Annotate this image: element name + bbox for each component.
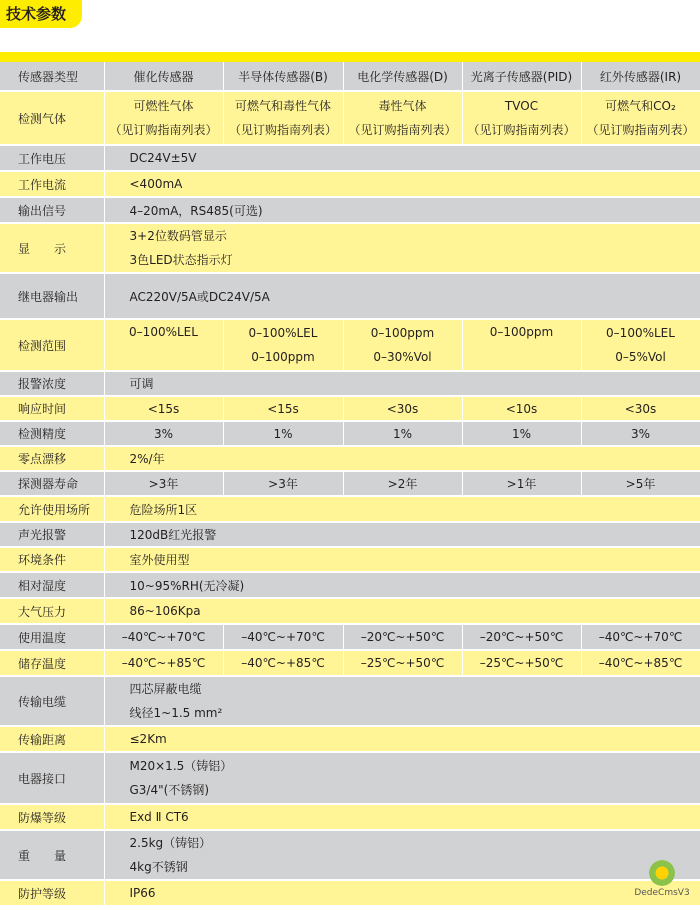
table-cell: 0–100ppm 0–30%Vol [343, 319, 462, 371]
header-cell: 半导体传感器(B) [223, 62, 343, 91]
table-cell: 120dB红光报警 [104, 522, 700, 547]
row-label: 防护等级 [0, 880, 104, 906]
table-cell: 2%/年 [104, 446, 700, 471]
row-label: 储存温度 [0, 650, 104, 676]
row-voltage [0, 145, 700, 171]
row-accuracy [0, 421, 700, 446]
row-label: 零点漂移 [0, 446, 104, 471]
row-output [0, 197, 700, 223]
table-cell: 2.5kg（铸铝） 4kg不锈钢 [104, 830, 700, 880]
table-cell: 0–100%LEL 0–5%Vol [581, 319, 700, 371]
table-cell: 3+2位数码管显示 3色LED状态指示灯 [104, 223, 700, 273]
table-cell: –20℃~+50℃ [462, 624, 581, 650]
table-cell: >5年 [581, 471, 700, 496]
table-cell: 室外使用型 [104, 547, 700, 572]
table-cell: 四芯屏蔽电缆 线径1~1.5 mm² [104, 676, 700, 726]
row-current [0, 171, 700, 197]
table-cell: >3年 [223, 471, 343, 496]
row-label: 检测精度 [0, 421, 104, 446]
table-cell: <15s [223, 396, 343, 421]
table-cell: –40℃~+85℃ [223, 650, 343, 676]
row-gas [0, 91, 700, 145]
watermark-text: DedeCmsV3 [634, 888, 690, 898]
table-cell: 0–100ppm [462, 319, 581, 371]
table-cell: –25℃~+50℃ [462, 650, 581, 676]
table-cell: –40℃~+85℃ [104, 650, 223, 676]
row-label: 检测气体 [0, 91, 104, 145]
table-cell: AC220V/5A或DC24V/5A [104, 273, 700, 319]
row-label: 继电器输出 [0, 273, 104, 319]
table-cell: 0–100%LEL 0–100ppm [223, 319, 343, 371]
table-cell: DC24V±5V [104, 145, 700, 171]
watermark-logo [632, 858, 692, 904]
table-cell: 可调 [104, 371, 700, 396]
table-cell: –40℃~+70℃ [223, 624, 343, 650]
row-label: 防爆等级 [0, 804, 104, 830]
table-cell: 1% [223, 421, 343, 446]
row-distance [0, 726, 700, 752]
table-cell: –25℃~+50℃ [343, 650, 462, 676]
table-cell: <10s [462, 396, 581, 421]
row-label: 传输距离 [0, 726, 104, 752]
row-label: 工作电压 [0, 145, 104, 171]
row-label: 大气压力 [0, 598, 104, 624]
table-cell: 可燃性气体 （见订购指南列表） [104, 91, 223, 145]
table-cell: –40℃~+70℃ [581, 624, 700, 650]
table-cell: <400mA [104, 171, 700, 197]
table-cell: >3年 [104, 471, 223, 496]
table-cell: 0–100%LEL [104, 319, 223, 371]
row-label: 检测范围 [0, 319, 104, 371]
table-cell: 4–20mA，RS485(可选) [104, 197, 700, 223]
row-range [0, 319, 700, 371]
row-label: 响应时间 [0, 396, 104, 421]
sun-icon [647, 858, 677, 888]
row-weight [0, 830, 700, 880]
table-cell: <30s [343, 396, 462, 421]
row-response [0, 396, 700, 421]
row-explosion [0, 804, 700, 830]
row-label: 输出信号 [0, 197, 104, 223]
header-cell: 催化传感器 [104, 62, 223, 91]
table-cell: <15s [104, 396, 223, 421]
table-cell: Exd Ⅱ CT6 [104, 804, 700, 830]
row-drift [0, 446, 700, 471]
row-display [0, 223, 700, 273]
table-cell: IP66 [104, 880, 700, 906]
row-site [0, 496, 700, 522]
spec-table [0, 62, 700, 907]
row-relay [0, 273, 700, 319]
table-cell: 毒性气体 （见订购指南列表） [343, 91, 462, 145]
row-life [0, 471, 700, 496]
row-label: 相对湿度 [0, 572, 104, 598]
header-divider-bar [0, 52, 700, 62]
row-label: 重 量 [0, 830, 104, 880]
row-label: 显 示 [0, 223, 104, 273]
row-label: 环境条件 [0, 547, 104, 572]
table-cell: 3% [104, 421, 223, 446]
row-cable [0, 676, 700, 726]
table-cell: ≤2Km [104, 726, 700, 752]
row-label: 传输电缆 [0, 676, 104, 726]
row-label: 电器接口 [0, 752, 104, 804]
row-label: 允许使用场所 [0, 496, 104, 522]
row-label: 探测器寿命 [0, 471, 104, 496]
table-cell: 10~95%RH(无冷凝) [104, 572, 700, 598]
table-cell: 3% [581, 421, 700, 446]
row-alarm [0, 371, 700, 396]
table-cell: >1年 [462, 471, 581, 496]
table-cell: >2年 [343, 471, 462, 496]
row-env [0, 547, 700, 572]
row-protection [0, 880, 700, 906]
table-cell: 危险场所1区 [104, 496, 700, 522]
table-cell: –20℃~+50℃ [343, 624, 462, 650]
table-cell: –40℃~+70℃ [104, 624, 223, 650]
table-cell: 86~106Kpa [104, 598, 700, 624]
table-cell: TVOC （见订购指南列表） [462, 91, 581, 145]
table-cell: <30s [581, 396, 700, 421]
table-cell: 1% [462, 421, 581, 446]
table-cell: 可燃气和毒性气体 （见订购指南列表） [223, 91, 343, 145]
row-use-temp [0, 624, 700, 650]
table-cell: 1% [343, 421, 462, 446]
header-cell: 光离子传感器(PID) [462, 62, 581, 91]
row-label: 报警浓度 [0, 371, 104, 396]
header-row [0, 62, 700, 91]
table-cell: M20×1.5（铸铝） G3/4"(不锈钢) [104, 752, 700, 804]
header-cell: 电化学传感器(D) [343, 62, 462, 91]
header-cell: 红外传感器(IR) [581, 62, 700, 91]
row-label: 工作电流 [0, 171, 104, 197]
row-pressure [0, 598, 700, 624]
row-sound [0, 522, 700, 547]
row-humidity [0, 572, 700, 598]
row-label: 声光报警 [0, 522, 104, 547]
table-cell: –40℃~+85℃ [581, 650, 700, 676]
section-title: 技术参数 [0, 0, 82, 28]
header-cell: 传感器类型 [0, 62, 104, 91]
row-interface [0, 752, 700, 804]
table-cell: 可燃气和CO₂ （见订购指南列表） [581, 91, 700, 145]
row-label: 使用温度 [0, 624, 104, 650]
row-store-temp [0, 650, 700, 676]
